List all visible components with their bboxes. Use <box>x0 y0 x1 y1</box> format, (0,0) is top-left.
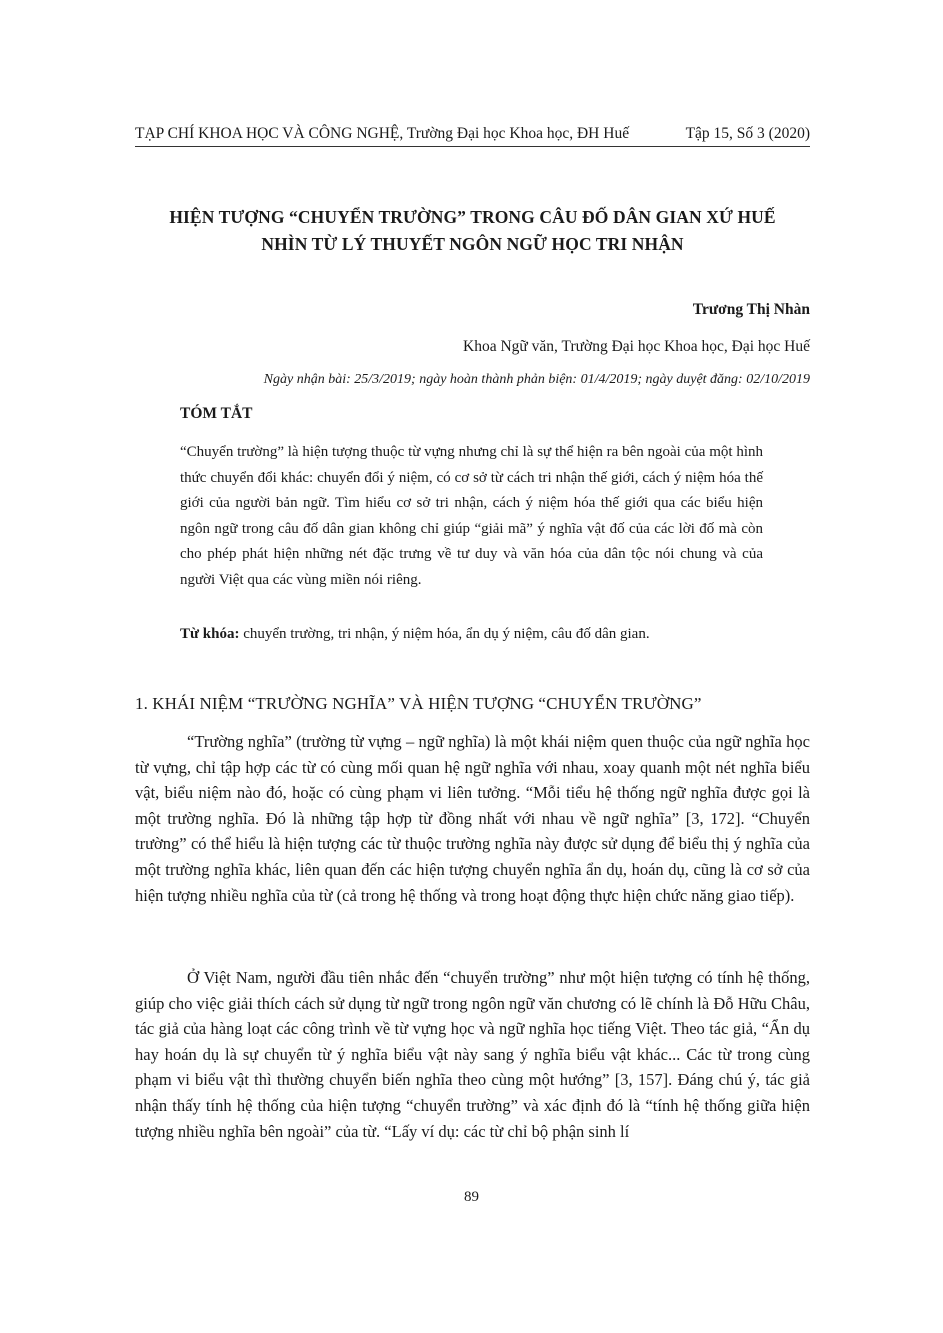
running-header <box>135 125 810 147</box>
keywords <box>180 626 770 643</box>
section-1-heading: 1. KHÁI NIỆM “TRƯỜNG NGHĨA” VÀ HIỆN TƯỢNG “CHUYỂN TRƯỜNG” <box>135 694 702 713</box>
author-name: Trương Thị Nhàn <box>692 301 810 318</box>
keywords-label: Từ khóa: <box>180 626 240 642</box>
journal-name: TẠP CHÍ KHOA HỌC VÀ CÔNG NGHỆ, Trường Đại học Khoa học, ĐH Huế <box>135 125 630 142</box>
keywords-list: chuyển trường, tri nhận, ý niệm hóa, ẩn dụ ý niệm, câu đố dân gian. <box>239 626 650 642</box>
article-title <box>110 204 835 258</box>
title-line-1: HIỆN TƯỢNG “CHUYỂN TRƯỜNG” TRONG CÂU ĐỐ DÂN GIAN XỨ HUẾ <box>169 207 776 227</box>
title-line-2: NHÌN TỪ LÝ THUYẾT NGÔN NGỮ HỌC TRI NHẬN <box>261 234 684 254</box>
section-1-paragraph-1: “Trường nghĩa” (trường từ vựng – ngữ nghĩa) là một khái niệm quen thuộc của ngữ nghĩa học từ vựng, chỉ tập hợp các từ có cùng mối quan hệ ngữ nghĩa với nhau, xoay quanh một nét nghĩa biểu vật, biểu niệm nào đó, hoặc có cùng phạm vi liên tưởng. “Mỗi tiểu hệ thống ngữ nghĩa được gọi là một trường nghĩa. Đó là những tập hợp từ đồng nhất với nhau về ngữ nghĩa” [3, 172]. “Chuyển trường” có thể hiểu là hiện tượng các từ thuộc trường nghĩa này được sử dụng để biểu thị ý nghĩa của một trường nghĩa khác, liên quan đến các hiện tượng chuyển nghĩa ẩn dụ, hoán dụ, cũng là cơ sở của hiện tượng nhiều nghĩa của từ (cả trong hệ thống và trong hoạt động thực hiện chức năng giao tiếp). <box>135 732 810 905</box>
author-affiliation: Khoa Ngữ văn, Trường Đại học Khoa học, Đại học Huế <box>463 338 810 355</box>
volume-issue: Tập 15, Số 3 (2020) <box>685 125 810 142</box>
abstract-heading: TÓM TẮT <box>180 405 253 422</box>
abstract-text: “Chuyển trường” là hiện tượng thuộc từ vựng nhưng chỉ là sự thể hiện ra bên ngoài của một hình thức chuyển đổi khác: chuyển đổi ý niệm, có cơ sở từ cách tri nhận thế giới, cách ý niệm hóa thế giới của người bản ngữ. Tìm hiểu cơ sở tri nhận, cách ý niệm hóa thế giới qua các biểu hiện ngôn ngữ trong câu đố dân gian không chỉ giúp “giải mã” ý nghĩa vật đố của các lời đố mà còn cho phép phát hiện những nét đặc trưng về tư duy và văn hóa của dân tộc nói chung và của người Việt qua các vùng miền nói riêng. <box>180 444 763 588</box>
submission-dates: Ngày nhận bài: 25/3/2019; ngày hoàn thành phản biện: 01/4/2019; ngày duyệt đăng: 02/10/2019 <box>263 372 810 387</box>
section-1-paragraph-2: Ở Việt Nam, người đầu tiên nhắc đến “chuyển trường” như một hiện tượng có tính hệ thống, giúp cho việc giải thích cách sử dụng từ ngữ trong ngôn ngữ văn chương có lẽ chính là Đỗ Hữu Châu, tác giả của hàng loạt các công trình về từ vựng học và ngữ nghĩa học tiếng Việt. Theo tác giả, “Ẩn dụ hay hoán dụ là sự chuyển từ ý nghĩa biểu vật này sang ý nghĩa biểu vật khác... Các từ trong cùng phạm vi biểu vật thì thường chuyển biến nghĩa theo cùng một hướng” [3, 157]. Đáng chú ý, tác giả nhận thấy tính hệ thống của hiện tượng “chuyển trường” và xác định đó là “tính hệ thống giữa hiện tượng nhiều nghĩa bên ngoài” của từ. “Lấy ví dụ: các từ chỉ bộ phận sinh lí <box>135 968 810 1141</box>
page-number: 89 <box>464 1189 479 1205</box>
